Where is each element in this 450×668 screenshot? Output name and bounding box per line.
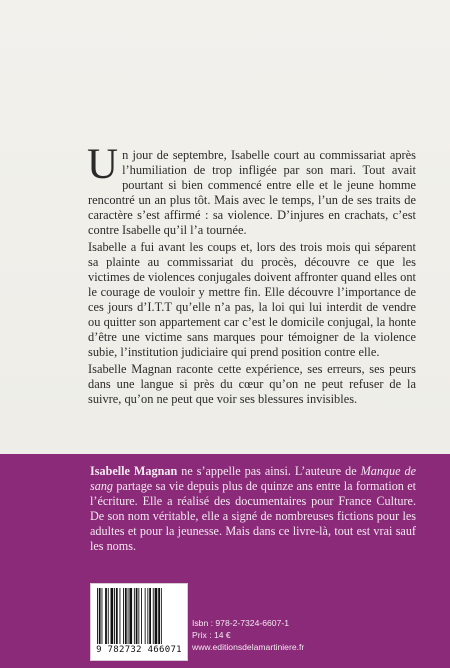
barcode-bar [97,588,98,644]
barcode-bar [116,588,118,644]
barcode-bar [147,588,148,644]
barcode-bar [99,588,101,644]
barcode-bar [123,588,124,644]
book-title: Manque de sang [90,464,416,493]
barcode-bar [136,588,138,644]
barcode-bar [141,588,142,644]
synopsis-paragraph-1 [87,141,416,238]
barcode-bar [155,588,158,644]
barcode-bar [102,588,103,644]
barcode-number: 9 782732 466071 [96,645,182,655]
barcode-bar [153,588,154,644]
barcode-bar [105,588,107,644]
barcode-bar [134,588,135,644]
author-name: Isabelle Magnan [90,464,178,478]
barcode-bar [161,588,162,644]
isbn: Isbn : 978-2-7324-6607-1 [192,618,289,628]
synopsis-paragraph-3: Isabelle Magnan raconte cette expérience, ses erreurs, ses peurs dans une langue si près du cœur qu’on ne peut refuser de la suivre, qu’on ne peut que voir ses blessures invisibles. [88,362,416,406]
publisher-website[interactable]: www.editionsdelamartiniere.fr [192,642,305,652]
barcode-bar [111,588,114,644]
barcode-bar [128,588,129,644]
barcode-bar [120,588,121,644]
publisher-info [192,617,304,653]
bio-text-1: ne s’appelle pas ainsi. L’auteure de [177,464,361,478]
barcode-bar [125,588,127,644]
barcode [90,583,188,661]
drop-cap: U [87,141,119,188]
barcode-bars [97,588,181,644]
barcode-bar [145,588,146,644]
synopsis-paragraph-2: Isabelle a fui avant les coups et, lors des trois mois qui séparent sa plainte au commissariat du procès, découvre ce que les victimes de violences conjugales doivent affronter quand elles ont le courage de vouloir y mettre fin. Elle découvre l’importance de ces jours d’I.T.T qu’elle n’a pas, la loi qui lui interdit de vendre ou quitter son appartement car c’est le domicile conjugal, la honte d’être une victime sans marques pour témoigner de la violence subie, l’institution judiciaire qui prend position contre elle. [88,240,416,359]
barcode-bar [129,588,132,644]
barcode-bar [138,588,139,644]
synopsis [87,141,416,409]
synopsis-paragraph-1-text: n jour de septembre, Isabelle court au commissariat après l’humiliation de trop infligée par son mari. Tout avait pourtant si bien commencé entre elle et le jeune homme rencontré un an plus tôt. Mais avec le temps, l’un de ses traits de caractère s’est affirmé : sa violence. D’injures en crachats, c’est contre Isabelle qu’il l’a tournée. [88,148,416,237]
price: Prix : 14 € [192,630,231,640]
barcode-bar [158,588,160,644]
barcode-bar [149,588,151,644]
bio-text-2: partage sa vie depuis plus de quinze ans entre la formation et l’écriture. Elle a réalisé des documentaires pour France Culture. De son nom véritable, elle a signé de nombreuses fictions pour les adultes et pour la jeunesse. Mais dans ce livre-là, tout est vrai sauf les noms. [90,479,416,553]
author-bio [90,464,416,554]
barcode-bar [114,588,115,644]
barcode-bar [108,588,109,644]
